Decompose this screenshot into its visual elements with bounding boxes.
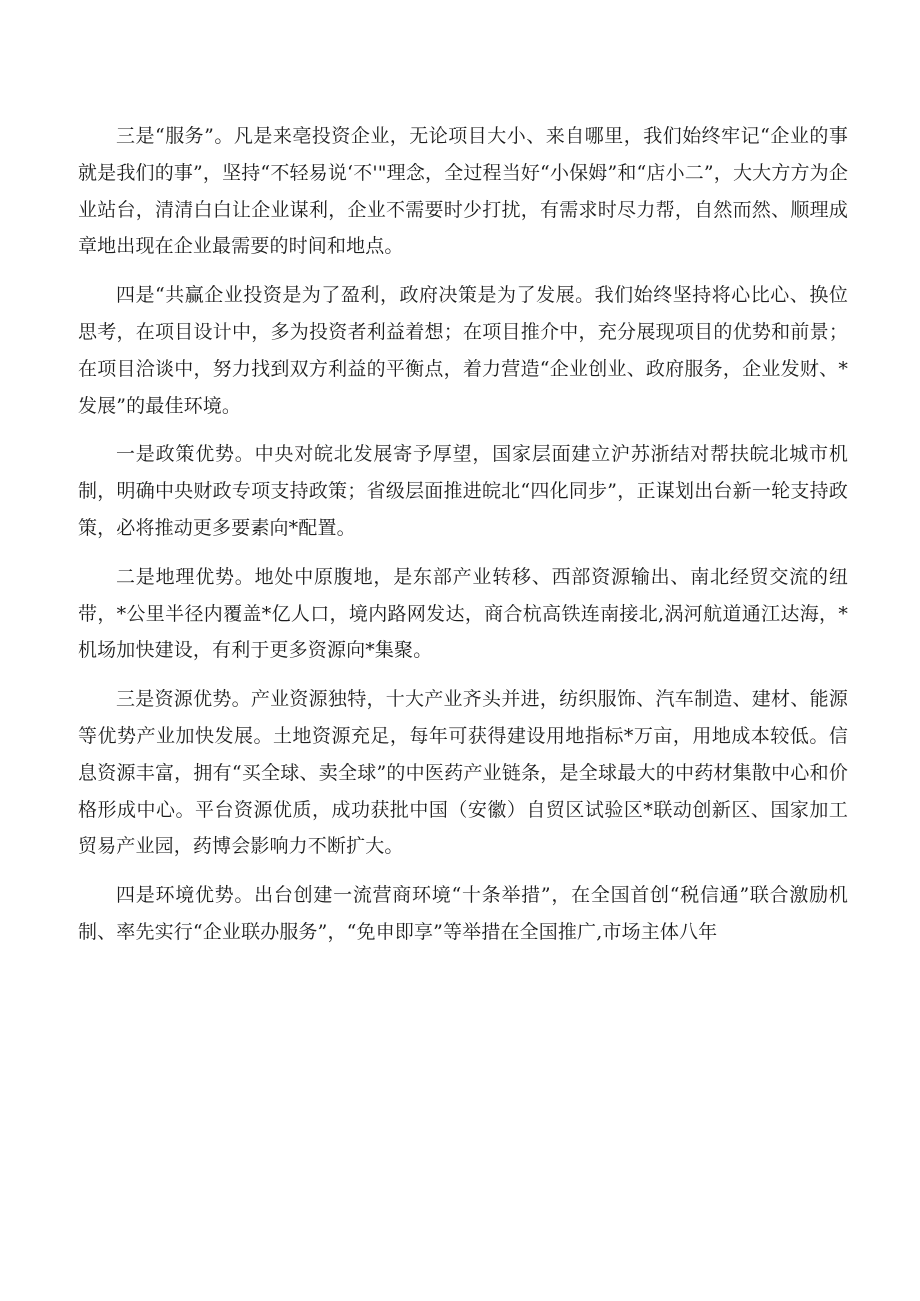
paragraph-policy-advantage: 一是政策优势。中央对皖北发展寄予厚望，国家层面建立沪苏浙结对帮扶皖北城市机制，明确中央财政专项支持政策；省级层面推进皖北“四化同步”，正谋划出台新一轮支持政策，必将推动更多要素向*配置。 [78, 443, 848, 539]
paragraph-environment-advantage: 四是环境优势。出台创建一流营商环境“十条举措”，在全国首创“税信通”联合激励机制、率先实行“企业联办服务”，“免申即享”等举措在全国推广,市场主体八年 [78, 884, 848, 943]
paragraph-service: 三是“服务”。凡是来亳投资企业，无论项目大小、来自哪里，我们始终牢记“企业的事就是我们的事”，坚持“不轻易说‘不'"理念，全过程当好“小保姆”和“店小二”，大大方方为企业站台，清清白白让企业谋利，企业不需要时少打扰，有需求时尽力帮，自然而然、顺理成章地出现在企业最需要的时间和地点。 [78, 125, 848, 258]
paragraph-win-win: 四是“共赢企业投资是为了盈利，政府决策是为了发展。我们始终坚持将心比心、换位思考，在项目设计中，多为投资者利益着想；在项目推介中，充分展现项目的优势和前景；在项目洽谈中，努力找到双方利益的平衡点，着力营造“企业创业、政府服务，企业发财、*发展”的最佳环境。 [78, 284, 848, 417]
paragraph-resource-advantage: 三是资源优势。产业资源独特，十大产业齐头并进，纺织服饰、汽车制造、建材、能源等优势产业加快发展。土地资源充足，每年可获得建设用地指标*万亩，用地成本较低。信息资源丰富，拥有“买全球、卖全球”的中医药产业链条，是全球最大的中药材集散中心和价格形成中心。平台资源优质，成功获批中国（安徽）自贸区试验区*联动创新区、国家加工贸易产业园，药博会影响力不断扩大。 [78, 688, 848, 858]
document-body [78, 118, 848, 963]
paragraph-geographic-advantage: 二是地理优势。地处中原腹地，是东部产业转移、西部资源输出、南北经贸交流的纽带，*公里半径内覆盖*亿人口，境内路网发达，商合杭高铁连南接北,涡河航道通江达海，*机场加快建设，有利于更多资源向*集聚。 [78, 565, 848, 662]
